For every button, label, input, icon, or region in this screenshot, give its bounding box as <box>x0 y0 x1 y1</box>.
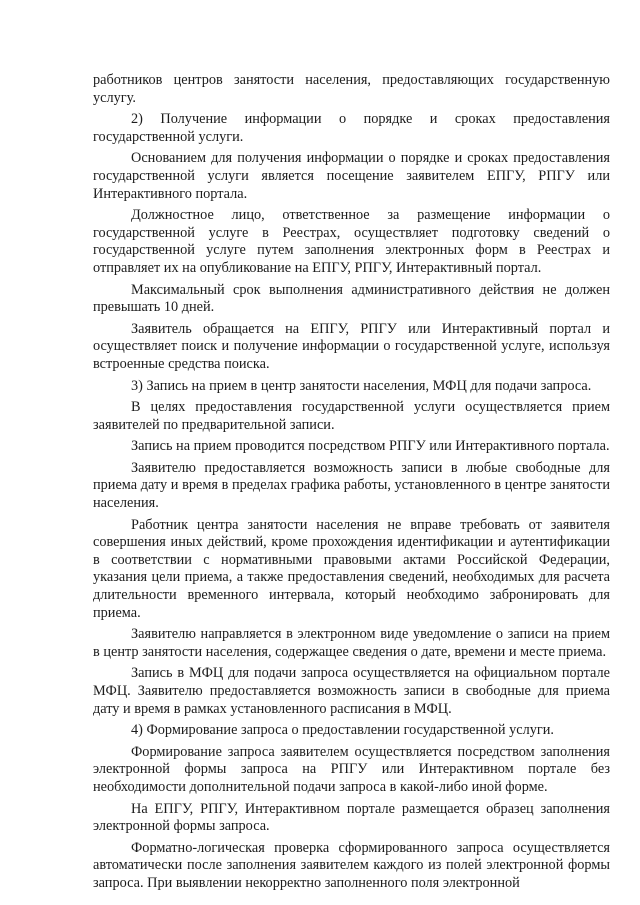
paragraph: Заявитель обращается на ЕПГУ, РПГУ или Интерактивный портал и осуществляет поиск и получение информации о государственной услуге, используя встроенные средства поиска. <box>93 320 610 372</box>
paragraph: На ЕПГУ, РПГУ, Интерактивном портале размещается образец заполнения электронной формы запроса. <box>93 800 610 835</box>
paragraph: 2) Получение информации о порядке и сроках предоставления государственной услуги. <box>93 111 610 145</box>
paragraph: Заявителю предоставляется возможность записи в любые свободные для приема дату и время в пределах графика работы, установленного в центре занятости населения. <box>93 459 610 512</box>
paragraph: Формирование запроса заявителем осуществляется посредством заполнения электронной формы запроса на РПГУ или Интерактивном портале без необходимости дополнительной подачи запроса в какой-либо иной форме. <box>93 743 610 795</box>
paragraph: 3) Запись на прием в центр занятости населения, МФЦ для подачи запроса. <box>131 377 592 394</box>
paragraph: Форматно-логическая проверка сформированного запроса осуществляется автоматически после заполнения заявителем каждого из полей электронной формы запроса. При выявлении некорректно заполненного поля электронной <box>93 839 610 891</box>
document-body <box>93 72 610 893</box>
paragraph: Максимальный срок выполнения административного действия не должен превышать 10 дней. <box>93 281 610 316</box>
paragraph: В целях предоставления государственной услуги осуществляется прием заявителей по предварительной записи. <box>93 399 610 433</box>
paragraph: Основанием для получения информации о порядке и сроках предоставления государственной услуги является посещение заявителем ЕПГУ, РПГУ или Интерактивного портала. <box>93 150 610 202</box>
paragraph: Работник центра занятости населения не вправе требовать от заявителя совершения иных действий, кроме прохождения идентификации и аутентификации в соответствии с нормативными правовыми актами Российской Федерации, указания цели приема, а также предоставления сведений, необходимых для расчета длительности временного интервала, который необходимо забронировать для приема. <box>93 516 610 621</box>
paragraph: 4) Формирование запроса о предоставлении государственной услуги. <box>131 722 555 739</box>
paragraph: работников центров занятости населения, предоставляющих государственную услугу. <box>93 72 610 106</box>
paragraph: Заявителю направляется в электронном виде уведомление о записи на прием в центр занятости населения, содержащее сведения о дате, времени и месте приема. <box>93 626 610 660</box>
paragraph: Запись в МФЦ для подачи запроса осуществляется на официальном портале МФЦ. Заявителю предоставляется возможность записи в свободные для приема дату и время в рамках установленного расписания в МФЦ. <box>93 665 610 717</box>
paragraph: Запись на прием проводится посредством РПГУ или Интерактивного портала. <box>131 438 610 455</box>
paragraph: Должностное лицо, ответственное за размещение информации о государственной услуге в Реестрах, осуществляет подготовку сведений о государственной услуге путем заполнения электронных форм в Реестрах и отправляет их на опубликование на ЕПГУ, РПГУ, Интерактивный портал. <box>93 207 610 276</box>
